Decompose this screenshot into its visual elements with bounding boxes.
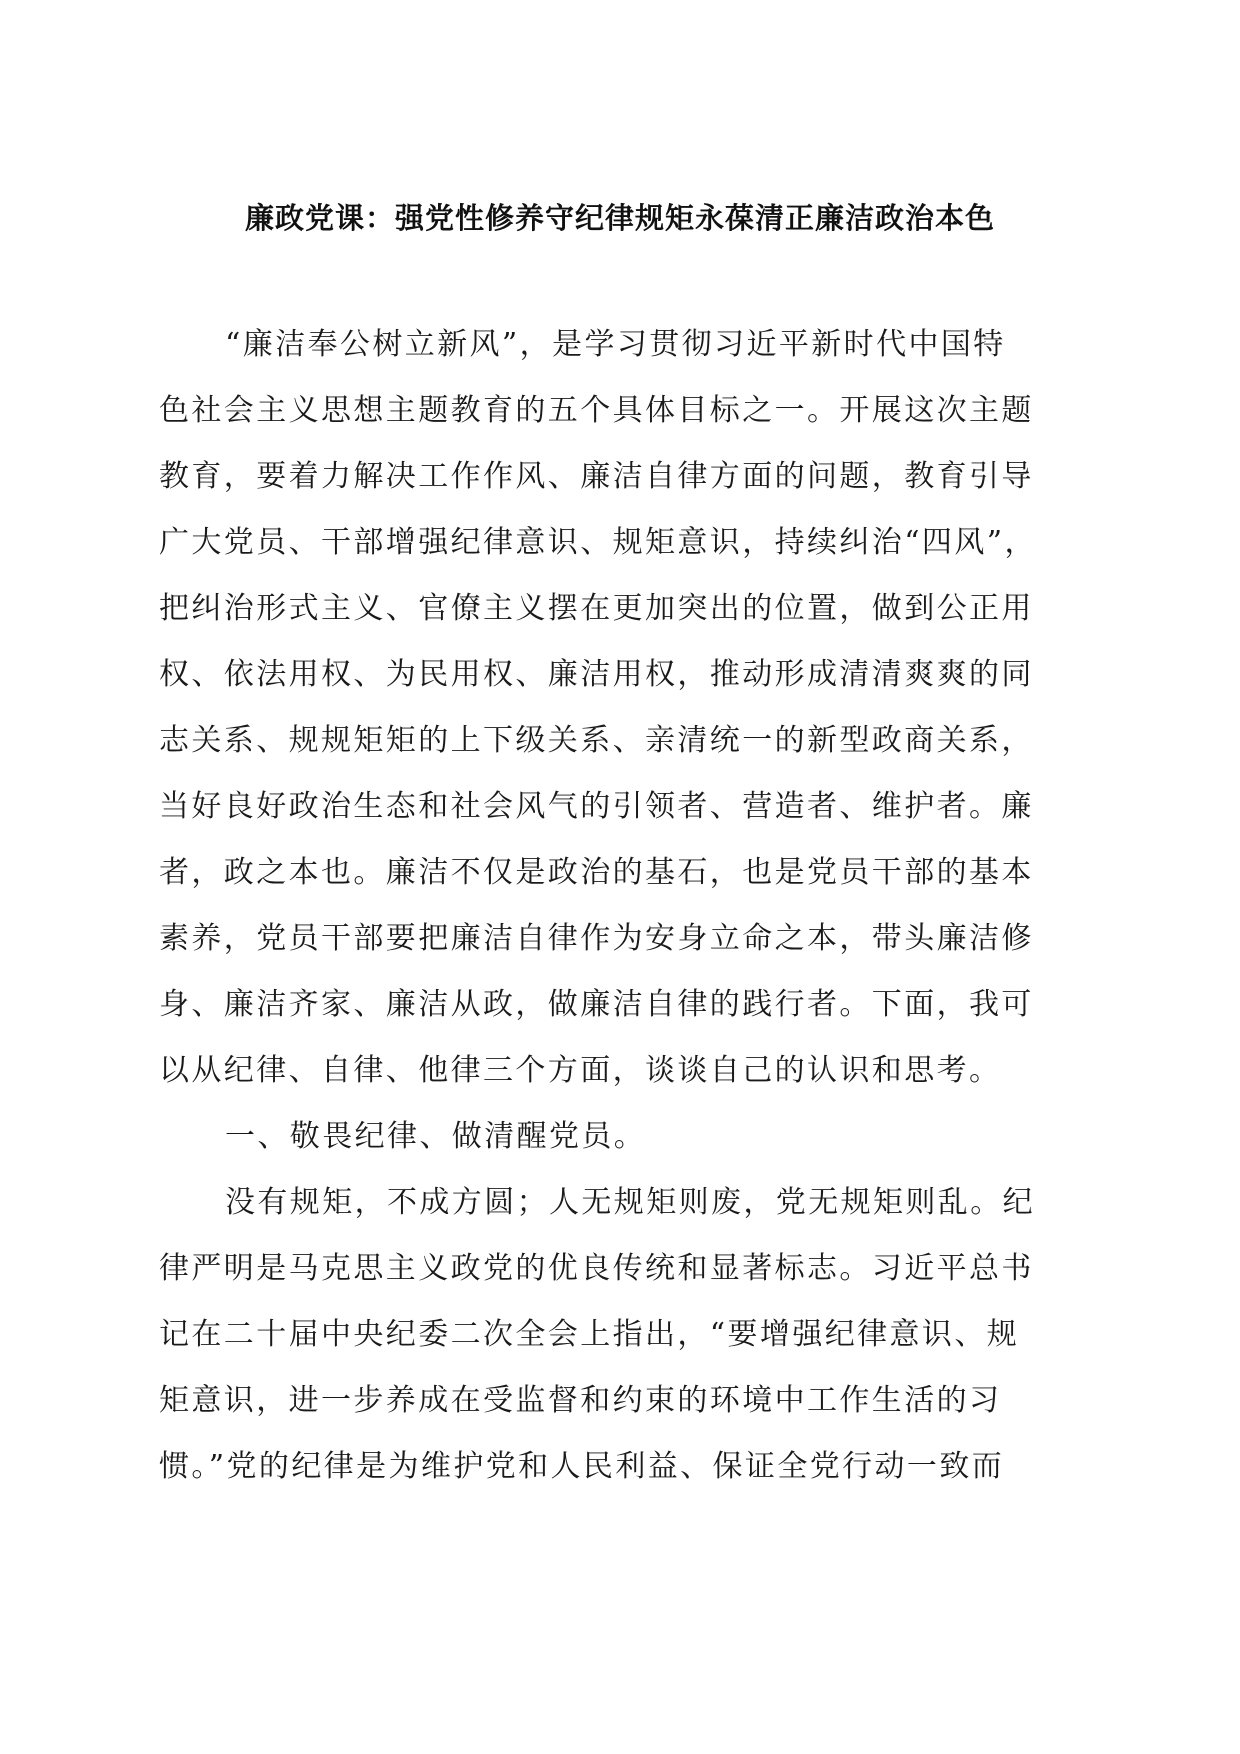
section-heading-1: 一、敬畏纪律、做清醒党员。	[225, 1119, 647, 1154]
paragraph-2-line-2: 律严明是马克思主义政党的优良传统和显著标志。习近平总书	[159, 1251, 1034, 1286]
paragraph-2-line-4: 矩意识，进一步养成在受监督和约束的环境中工作生活的习	[159, 1383, 1002, 1418]
paragraph-1-line-7: 志关系、规规矩矩的上下级关系、亲清统一的新型政商关系，	[159, 723, 1034, 758]
paragraph-2-line-1: 没有规矩，不成方圆；人无规矩则废，党无规矩则乱。纪	[225, 1185, 1035, 1220]
document-body	[159, 312, 1064, 1500]
document-title: 廉政党课：强党性修养守纪律规矩永葆清正廉洁政治本色	[244, 201, 995, 235]
paragraph-1-line-6: 权、依法用权、为民用权、廉洁用权，推动形成清清爽爽的同	[159, 657, 1034, 692]
paragraph-1-line-11: 身、廉洁齐家、廉洁从政，做廉洁自律的践行者。下面，我可	[159, 987, 1034, 1022]
paragraph-1-line-8: 当好良好政治生态和社会风气的引领者、营造者、维护者。廉	[159, 789, 1034, 824]
paragraph-1-line-10: 素养，党员干部要把廉洁自律作为安身立命之本，带头廉洁修	[159, 921, 1034, 956]
paragraph-1-line-2: 色社会主义思想主题教育的五个具体目标之一。开展这次主题	[159, 393, 1034, 428]
paragraph-1-line-1: “廉洁奉公树立新风”，是学习贯彻习近平新时代中国特	[225, 327, 1006, 362]
paragraph-1-line-4: 广大党员、干部增强纪律意识、规矩意识，持续纠治“四风”，	[159, 525, 1037, 560]
paragraph-1-line-5: 把纠治形式主义、官僚主义摆在更加突出的位置，做到公正用	[159, 591, 1034, 626]
paragraph-2-line-5: 惯。”党的纪律是为维护党和人民利益、保证全党行动一致而	[159, 1449, 1005, 1484]
paragraph-1-line-3: 教育，要着力解决工作作风、廉洁自律方面的问题，教育引导	[159, 459, 1034, 494]
paragraph-1-line-9: 者，政之本也。廉洁不仅是政治的基石，也是党员干部的基本	[159, 855, 1034, 890]
paragraph-1-line-12: 以从纪律、自律、他律三个方面，谈谈自己的认识和思考。	[159, 1053, 1002, 1088]
paragraph-2-line-3: 记在二十届中央纪委二次全会上指出，“要增强纪律意识、规	[159, 1317, 1020, 1352]
